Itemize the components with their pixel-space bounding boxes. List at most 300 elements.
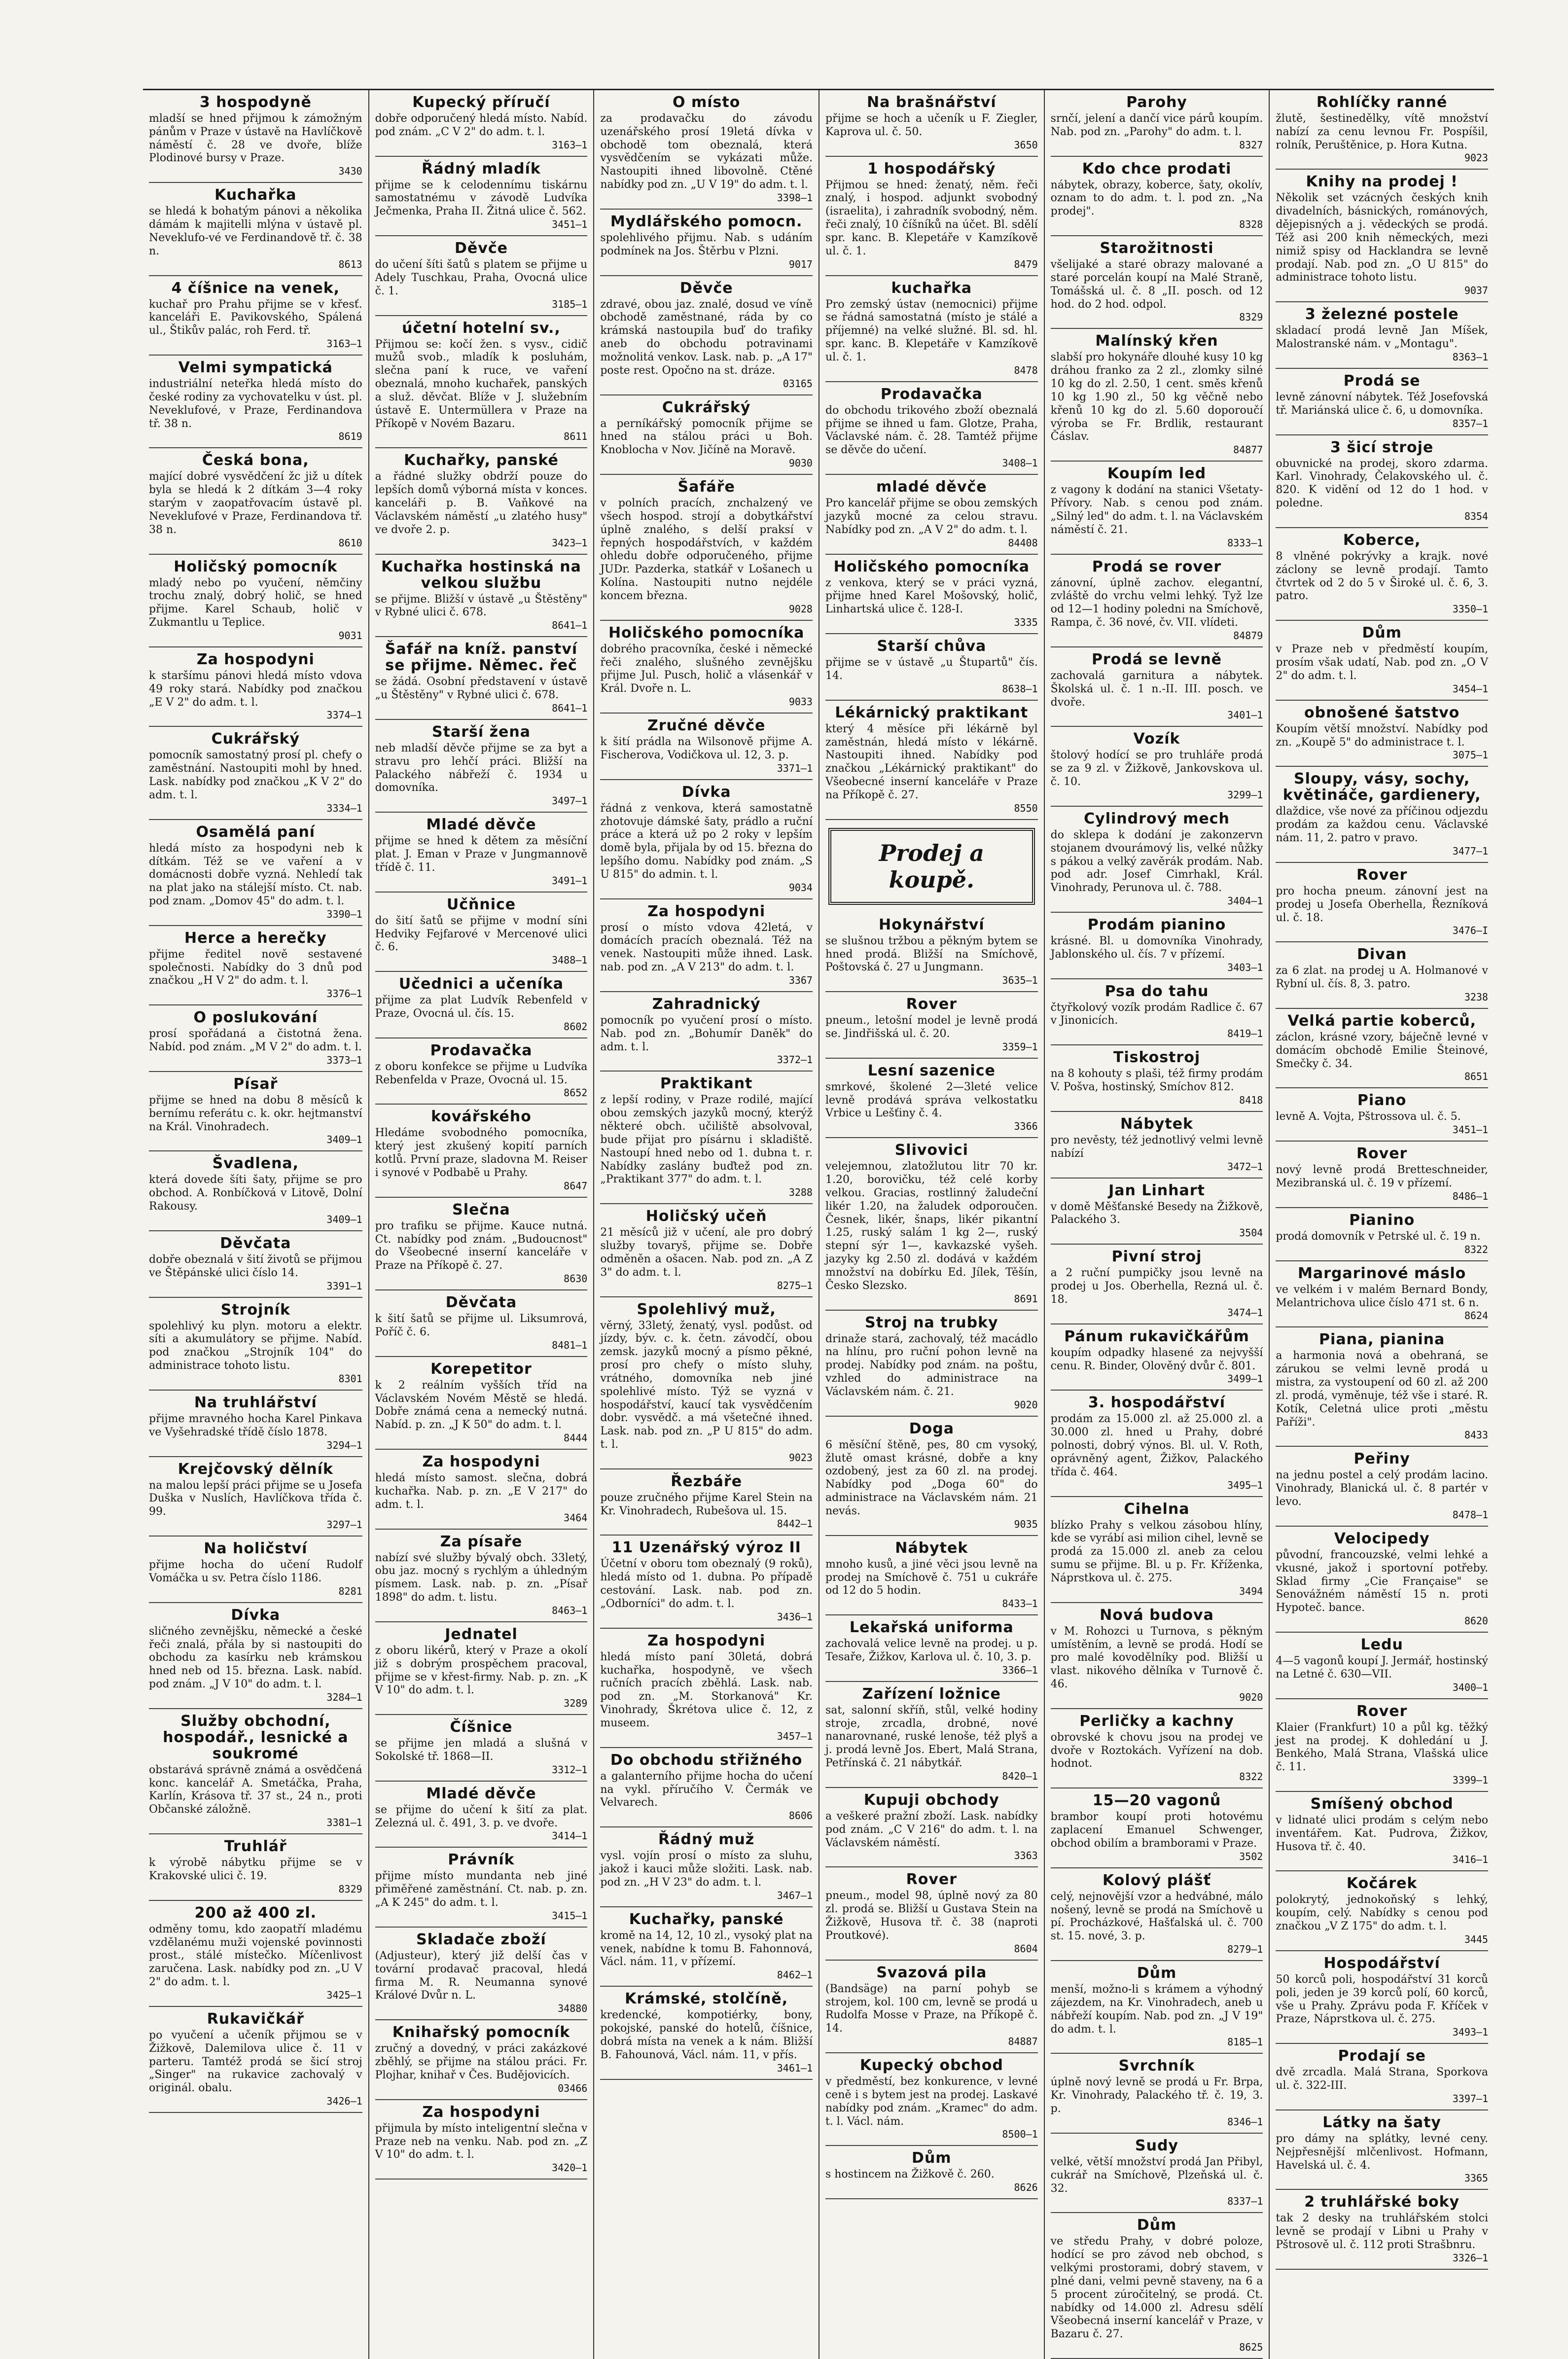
ad-text: krásné. Bl. u domovníka Vinohrady, Jablonského ul. čís. 7 v přízemí. [1050,934,1263,961]
ad-text: (Adjusteur), který již delší čas v tovární prodavač pracoval, hledá firma M. R. Neumanna synové Králové Dvůr n. L. [375,1949,588,2002]
ad-code: 8611 [564,430,588,443]
ad-title: Vozík [1133,730,1180,748]
classified-ad [149,1151,362,1231]
classified-ad [375,1038,588,1105]
classified-ad [600,621,813,714]
column-2 [368,90,594,2359]
ad-code: 8500—1 [1002,2128,1038,2141]
ad-text: blízko Prahy s velkou zásobou hlíny, kde se vyrábí asi milion cihel, levně se prodá za 15.000 zl. aneb za celou sumu se přijme. Bl. u p. Fr. Kříženka, Náprstkova ul. č. 275. [1050,1519,1263,1584]
ad-title: Nová budova [1100,1606,1214,1624]
classified-ad [1276,1951,1488,2044]
classified-ad [1051,1961,1263,2054]
classified-ad [825,276,1038,382]
classified-ad [1276,1261,1488,1328]
ad-title: Perličky a kachny [1079,1712,1234,1730]
ad-code: 3075—1 [1452,749,1488,761]
classified-ad [375,893,588,972]
ad-code: 9023 [1464,152,1488,164]
ad-code: 34880 [558,2002,588,2015]
ad-code: 3415—1 [552,1909,588,1922]
ad-text: pro dámy na splátky, levné ceny. Nejpřesnější mlčenlivost. Hofmann, Havelská ul. č. 4. [1276,2132,1488,2172]
ad-title: Pivní stroj [1111,1248,1202,1266]
ad-title: Rohlíčky ranné [1316,94,1448,111]
ad-title: Prodají se [1338,2047,1426,2065]
ad-text: pro nevěsty, též jednotlivý velmi levně nabízí [1050,1134,1263,1160]
classified-ad [149,356,362,448]
ad-code: 8481—1 [552,1339,588,1351]
ad-title: Margarinové máslo [1298,1264,1466,1282]
classified-ad [149,448,362,554]
classified-ad [1051,462,1263,554]
ad-code: 8433 [1464,1429,1488,1441]
ad-text: nábytek, obrazy, koberce, šaty, okolív, oznam to do adm. t. l. pod zn. „Na prodej". [1050,179,1263,218]
ad-code: 3390—1 [326,908,362,920]
ad-text: velké, větší množství prodá Jan Přibyl, cukrář na Smíchově, Plzeňská ul. č. 32. [1050,2155,1263,2195]
ad-title: Kupecký obchod [859,2057,1003,2074]
classified-ad [1051,1603,1263,1709]
ad-text: Přijmou se: kočí žen. s vysv., cidič mužů svob., mladík k posluhám, slečna paní k ruce, ve vaření obeznalá, mnoho kuchařek, panských a služ. děvčat. Blíže v J. služebním ústavě E. Untermüllera v Praze na Příkopě v Novém Bazaru. [375,338,588,430]
ad-title: Na truhlářství [194,1394,317,1411]
ad-title: Na holičství [204,1540,308,1558]
ad-text: za prodavačku do závodu uzenářského prosí 19letá dívka v obchodě tom obeznalá, která vysvědčením se vykázati může. Nastoupiti ihned libovolně. Ctěné nabídky pod zn. „U V 19" do adm. t. l. [600,112,813,191]
classified-ad [600,899,813,992]
ad-code: 8419—1 [1227,1028,1263,1040]
ad-title: Za hospodyni [647,1632,766,1649]
classified-ad [1276,1633,1488,1699]
ad-code: 3409—1 [326,1134,362,1146]
ad-text: věrný, 33letý, ženatý, vysl. podůst. od jízdy, býv. c. k. četn. závodčí, obou zemsk. jazyků mocný a písmo pěkné, prosí pro chefy o místo sluhy, vrátného, domovníka neb jiné spolehlivé místo. Týž se vyzná v hospodářství, kaucí tak vysvědčením dobr. vysvědč. a má všetečné ihned. Lask. nab. pod zn. „P U 815" do adm. t. l. [600,1319,813,1451]
ad-text: přijme se hned na dobu 8 měsíců k bernímu referátu c. k. okr. hejtmanství na Král. Vinohradech. [149,1094,362,1133]
ad-code: 8420—1 [1002,1770,1038,1782]
ad-title: Velká partie koberců, [1287,1012,1476,1030]
ad-title: Doga [909,1420,954,1437]
classified-ad [149,820,362,926]
classified-ad [600,475,813,621]
ad-text: (Bandsäge) na parní pohyb se strojem, kol. 100 cm, levně se prodá u Rudolfa Mosse v Praze, na Příkopě č. 14. [825,1982,1038,2035]
ad-text: Klaier (Frankfurt) 10 a půl kg. těžký jest na prodej. K dohledání u J. Benkého, Malá Strana, Vlašská ulice č. 11. [1276,1721,1488,1774]
ad-code: 3335 [1014,616,1038,629]
ad-title: Parohy [1126,94,1187,111]
ad-title: kovářského [431,1108,532,1126]
ad-code: 84879 [1233,629,1263,642]
classified-ad [1276,621,1488,700]
ad-text: k výrobě nábytku přijme se v Krakovské ulici č. 19. [149,1857,362,1882]
ad-title: účetní hotelní sv., [402,319,561,337]
ad-code: 3366 [1014,1120,1038,1133]
ad-code: 3467—1 [777,1889,813,1901]
ad-text: úplně nový levně se prodá u Fr. Brpa, Kr. Vinohrady, Palackého tř. č. 19, 3. p. [1050,2076,1263,2115]
ad-title: Rukavičkář [207,2010,304,2028]
ad-text: menší, možno-li s krámem a výhodný zájezdem, na Kr. Vinohradech, aneb u nábřeží koupím. Nab. pod zn. „J V 19" do adm. t. l. [1050,1983,1263,2036]
classified-ad [1051,236,1263,329]
classified-ad [375,1622,588,1715]
ad-text: za 6 zlat. na prodej u A. Holmanové v Rybní ul. čís. 8, 3. patro. [1276,965,1488,991]
ad-code: 84877 [1233,444,1263,456]
ad-text: dobrého pracovníka, české i německé řeči znalého, slušného zevnějšku přijme Jul. Pusch, holič a vlásenkář v Král. Dvoře n. L. [600,643,813,695]
classified-ad [1051,90,1263,157]
ad-text: neb mladší děvče přijme se za byt a stravu pro lehčí práci. Bližší na Palackého nábřeží č. 1934 u domovníka. [375,742,588,794]
ad-text: na jednu postel a celý prodám lacino. Vinohrady, Blanická ul. č. 8 partér v levo. [1276,1469,1488,1508]
ad-text: přijme hocha do učení Rudolf Vomáčka u sv. Petra číslo 1186. [149,1559,362,1584]
ad-title: Cihelna [1124,1500,1190,1518]
ad-text: z vagony k dodání na stanici Všetaty-Přívory. Nab. s cenou pod znám. „Silný led" do adm. t. l. na Václavském náměstí č. 21. [1050,484,1263,536]
ad-title: Za písaře [440,1533,523,1550]
ad-text: levně A. Vojta, Pštrossova ul. č. 5. [1276,1110,1461,1123]
ad-title: Prodá se rover [1092,558,1222,575]
classified-ad [1051,1045,1263,1112]
classified-ad [825,913,1038,992]
classified-ad [825,157,1038,276]
ad-code: 8486—1 [1452,1190,1488,1202]
classified-ad [375,90,588,157]
ad-title: Holičský učeň [645,1208,767,1225]
ad-text: prodám za 15.000 zl. až 25.000 zl. a 30.000 zl. hned u Prahy, dobré polnosti, dobrý výnos. Bl. ul. V. Roth, oprávněný agent, Žižkov, Palackého třída č. 464. [1050,1413,1263,1478]
ad-title: Sloupy, vásy, sochy, květináče, gardienery, [1283,770,1481,804]
column-3 [593,90,819,2359]
ad-code: 8462—1 [777,1969,813,1981]
ad-code: 8641—1 [552,702,588,714]
classified-ad [600,90,813,210]
ad-code: 3499—1 [1227,1373,1263,1385]
ad-code: 9035 [1014,1518,1038,1530]
ad-code: 3365 [1464,2172,1488,2184]
ad-text: přijme se k celodennímu tiskárnu samostatnému v závodě Ludvíka Ječmenka, Praha II. Žitná ulice č. 562. [375,179,588,218]
ad-title: Mladé děvče [426,1785,536,1802]
ad-code: 8327 [1239,139,1263,151]
ad-title: Knihařský pomocník [392,2024,570,2041]
classified-ad [375,236,588,316]
ad-code: 3397—1 [1452,2092,1488,2105]
ad-code: 8281 [338,1585,362,1597]
ad-code: 3399—1 [1452,1774,1488,1786]
ad-title: Praktikant [660,1075,753,1093]
ad-text: se přijme. Bližší v ústavě „u Štěstěny" v Rybné ulici č. 678. [375,593,588,619]
ad-code: 8442—1 [777,1518,813,1530]
ad-title: Rover [906,996,958,1013]
ad-code: 8641—1 [552,619,588,632]
ad-code: 3381—1 [326,1817,362,1829]
ad-text: zachovalá velice levně na prodej. u p. Tesaře, Žižkov, Karlova ul. č. 10, 3. p. [825,1638,1038,1663]
ad-text: Pro zemský ústav (nemocnici) přijme se řádná samostatná (místo je stálé a příjemné) na velké služné. Bl. sd. hl. spr. kanc. B. Klepetáře v Kamzíkově ul. č. 1. [825,298,1038,363]
ad-title: Mydlářského pomocn. [610,213,803,230]
ad-text: mající dobré vysvědčení žc již u dítek byla se hledá k 2 dítkám 3—4 roky starým v zaopatřovacím ústavě pl. Neveklufové v Praze, Ferdinandova tř. 38 n. [149,470,362,536]
classified-ad [825,1417,1038,1536]
classified-ad [149,1603,362,1709]
classified-ad [149,1005,362,1072]
classified-ad [825,90,1038,157]
ad-text: na malou lepší práci přijme se u Josefa Duška v Nuslích, Havlíčkova třída č. 99. [149,1479,362,1518]
classified-ad [600,1072,813,1204]
ad-text: mnoho kusů, a jiné věci jsou levně na prodej na Smíchově č. 751 u cukráře od 12 do 5 hodin. [825,1558,1038,1597]
ad-code: 3299—1 [1227,788,1263,801]
ad-code: 3495—1 [1227,1479,1263,1491]
ad-title: 1 hospodářský [867,160,996,178]
classified-ad [825,1682,1038,1788]
classified-ad [1276,767,1488,862]
classified-ad [1276,170,1488,302]
ad-text: kuchař pro Prahu přijme se v křesť. kanceláři E. Pavikovského, Spálená ul., Štikův palác, roh Ferd. tř. [149,298,362,337]
classified-ad [149,1834,362,1901]
ad-code: 3650 [1014,139,1038,151]
ad-code: 3416—1 [1452,1854,1488,1866]
ad-text: Přijmou se hned: ženatý, něm. řeči znalý, i hospod. adjunkt svobodný (israelita), i zahradník svobodný, něm. řeči znalý, 10 číšníků na účet. Bl. sdělí spr. kanc. B. Klepetáře v Kamzíkově ul. č. 1. [825,179,1038,257]
ad-text: z lepší rodiny, v Praze rodilé, mající obou zemských jazyků mocný, kterýž některé obch. učiliště absolvoval, bude přijat pro písárnu i skladiště. Nastoupí hned nebo od 1. dubna t. r. Nabídky zaslány buďtež pod zn. „Praktikant 377" do adm. t. l. [600,1094,813,1186]
ad-code: 8550 [1014,802,1038,814]
ad-text: řádná z venkova, která samostatně zhotovuje dámské šaty, prádlo a ruční práce a která už po 2 roky v lepším domě byla, přijala by od 15. března do lepšího domu. Nabídky pod znám. „S U 815" do admin. t. l. [600,802,813,881]
classified-ad [600,276,813,395]
ad-text: 8 vlněné pokrývky a krajk. nové záclony se levně prodají. Tamto čtvrtek od 2 do 5 v Široké ul. č. 6, 3. patro. [1276,550,1488,603]
classified-ad [1276,369,1488,435]
ad-code: 3401—1 [1227,709,1263,721]
ad-title: Kolový plášť [1103,1871,1211,1889]
ad-code: 9023 [788,1451,813,1464]
classified-ad [825,555,1038,634]
ad-title: Kočárek [1346,1875,1418,1893]
classified-ad [1276,863,1488,942]
classified-ad [1051,807,1263,913]
ad-title: Cukrářský [211,730,300,748]
column-4 [819,90,1044,2359]
ad-text: drinaže stará, zachovalý, též macádlo na hlínu, pro ruční pohon levně na prodej. Nabídky pod znám. na poštu, vzhled do administrace na Václavském nám. č. 21. [825,1332,1038,1398]
ad-text: se žádá. Osobní představení v ústavě „u Štěstěny" v Rybné ulici č. 678. [375,676,588,702]
ad-text: přijme ředitel nově sestavené společnosti. Nabídky do 3 dnů pod značkou „H V 2" do adm. t. l. [149,948,362,987]
ad-title: obnošené šatstvo [1304,704,1460,721]
classified-ad [1051,157,1263,236]
ad-title: Kuchařka hostinská na velkou službu [381,558,581,592]
ad-code: 3373—1 [326,1054,362,1066]
ad-code: 3493—1 [1452,2026,1488,2038]
ad-title: 3 hospodyně [199,94,312,111]
classified-ad [375,1782,588,1848]
ad-text: se přijme jen mladá a slušná v Sokolské tř. 1868—II. [375,1737,588,1763]
ad-code: 8329 [1239,311,1263,323]
classified-ad [1276,1142,1488,1208]
ad-code: 3454—1 [1452,682,1488,695]
ad-text: k šití prádla na Wilsonově přijme A. Fischerova, Vodičkova ul. 12, 3. p. [600,736,813,761]
ad-text: skladací prodá levně Jan Míšek, Malostranské nám. v „Montagu". [1276,324,1488,351]
ad-title: Látky na šaty [1322,2113,1441,2131]
ad-text: pneum., model 98, úplně nový za 80 zl. prodá se. Bližší u Gustava Stein na Žižkově, Husova tř. č. 38 (naproti Proutkové). [825,1890,1038,1942]
ad-text: z venkova, který se v práci vyzná, přijme hned Karel Mošovský, holič, Linhartská ulice č. 128-I. [825,576,1038,616]
ad-title: Rover [1356,1145,1408,1163]
ad-code: 3363 [1014,1850,1038,1862]
ad-text: brambor koupí proti hotovému zaplacení Emanuel Schwenger, obchod obilím a bramborami v Praze. [1050,1811,1263,1850]
classified-ad [825,2146,1038,2199]
classified-ad [1051,647,1263,727]
classified-ad [600,210,813,276]
ad-title: Malínský křen [1095,332,1218,350]
ad-title: Dům [1137,1965,1177,1982]
ad-text: a 2 ruční pumpičky jsou levně na prodej u Jos. Oberhella, Rezná ul. č. 18. [1050,1267,1263,1306]
ad-code: 8444 [564,1432,588,1444]
classified-ad [149,1901,362,2007]
ad-code: 8620 [1464,1615,1488,1627]
ad-text: do sklepa k dodání je zakonzervn stojanem dvourámový lis, velké nůžky s pákou a velký zavěrák prodám. Nab. pod adr. Josef Cimrhakl, Král. Vinohrady, Perunova ul. č. 788. [1050,828,1263,894]
classified-ad [375,448,588,554]
ad-code: 8354 [1464,510,1488,522]
ad-text: a řádné služky obdrží pouze do lepších domů výborná místa v konces. kanceláři p. B. Vaňkové na Václavském náměstí „u zlatého husy" ve dvoře 2. p. [375,470,588,536]
ad-title: Učňnice [446,895,516,913]
ad-code: 8337—1 [1227,2195,1263,2208]
classified-ad [149,727,362,820]
ad-title: Ledu [1360,1636,1403,1654]
ad-title: Starožitnosti [1100,240,1214,257]
ad-title: Zařízení ložnice [862,1685,1001,1703]
classified-ad [600,714,813,780]
classified-ad [375,1105,588,1197]
classified-ad [1051,979,1263,1046]
ad-title: Děvčata [220,1234,291,1252]
classified-ad [1276,2110,1488,2190]
ad-text: pouze zručného přijme Karel Stein na Kr. Vinohradech, Rubešova ul. 15. [600,1491,813,1517]
ad-code: 3289 [564,1697,588,1710]
ad-text: všelijaké a staré obrazy malované a staré porcelán koupí na Malé Straně, Tomášská ul. č. 8 „II. posch. od 12 hod. do 2 hod. odpol. [1050,258,1263,311]
classified-ad [1276,1447,1488,1526]
ad-title: Písař [233,1075,278,1093]
ad-text: obuvnické na prodej, skoro zdarma. Karl. Vinohrady, Čelakovského ul. č. 820. K vidění od 12 do 1 hod. v poledne. [1276,457,1488,510]
ad-title: Dům [1137,2216,1177,2234]
ad-text: v lidnaté ulici prodám s celým nebo inventářem. Kat. Pudrova, Žižkov, Husova tř. č. 40. [1276,1814,1488,1853]
ad-title: Za hospodyni [647,902,766,920]
ad-code: 8333—1 [1227,536,1263,549]
classified-ad [1051,2134,1263,2213]
ad-code: 3367 [788,974,813,986]
ad-text: prosí o místo vdova 42letá, v domácích pracích obeznalá. Též na venek. Nastoupiti může ihned. Lask. nab. pod zn. „A V 213" do adm. t. l. [600,921,813,974]
ad-title: 11 Uzenářský výroz II [611,1539,801,1557]
ad-code: 3374—1 [326,709,362,721]
ad-code: 3476—I [1452,925,1488,937]
ad-code: 03466 [558,2082,588,2094]
ad-code: 3400—1 [1452,1681,1488,1693]
ad-title: Kuchařky, panské [629,1910,784,1928]
ad-text: do šití šatů se přijme v modní síni Hedviky Fejfarové v Mercenové ulici č. 6. [375,914,588,954]
ad-code: 8624 [1464,1310,1488,1322]
ad-title: Prodá se levně [1091,650,1222,668]
ad-text: pneum., letošní model je levně prodá se. Jindřišská ul. č. 20. [825,1014,1038,1040]
ad-text: celý, nejnovější vzor a hedvábné, málo nošený, levně se prodá na Smíchově u pí. Procházkové, Hašťalská ul. č. 700 st. 15. nové, 3. p. [1050,1890,1263,1943]
ad-code: 3288 [788,1186,813,1199]
ad-text: spolehlivého přijmu. Nab. s udáním podmínek na Jos. Štěrbu v Plzni. [600,231,813,257]
ad-text: přijme za plat Ludvík Rebenfeld v Praze, Ovocná ul. čís. 15. [375,994,588,1020]
ad-code: 3430 [338,165,362,178]
ad-columns [143,90,1494,2354]
ad-title: 4 číšnice na venek, [171,279,340,297]
ad-text: čtyřkolový vozík prodám Radlice č. 67 v Jinonicích. [1050,1001,1263,1027]
classified-ad [825,1867,1038,1960]
classified-ad [1276,1208,1488,1261]
ad-title: Slečna [452,1201,510,1218]
ad-code: 8691 [1014,1292,1038,1305]
ad-code: 3494 [1239,1585,1263,1597]
classified-ad [600,1827,813,1907]
ad-text: Hledáme svobodného pomocníka, který jest zkušený kopití parních kotlů. První praze, sladovna M. Reiser i synové v Podbabě u Prahy. [375,1127,588,1179]
ad-code: 3635—1 [1002,974,1038,987]
ad-code: 03165 [783,377,813,390]
classified-ad [600,780,813,899]
ad-text: smrkové, školené 2—3leté velice levně prodává správa velkostatku Vrbice u Lešťiny č. 4. [825,1080,1038,1120]
ad-title: Knihy na prodej ! [1306,173,1458,191]
ad-title: Zručné děvče [647,717,766,735]
ad-text: záclon, krásné vzory, báječně levné v domácím obchodě Emilie Šteinové, Smečky č. 34. [1276,1031,1488,1070]
ad-text: přijmula by místo inteligentní slečna v Praze neb na venku. Nab. pod zn. „Z V 10" do adm. t. l. [375,2122,588,2161]
ad-code: 3376—1 [326,988,362,1000]
ad-text: žlutě, šestinedělky, vítě množství nabízí za cenu levnou Fr. Pospíšil, rolník, Peruštěnice, p. Hora Kutna. [1276,112,1488,151]
ad-title: Dům [912,2149,952,2167]
classified-ad [825,1615,1038,1682]
classified-ad [149,1231,362,1298]
ad-text: hledá místo za hospodyni neb k dítkám. Též se ve vaření a v domácnosti dobře vyzná. Nehledí tak na plat jako na stálejší místo. Ct. nab. pod znam. „Domov 45" do adm. t. l. [149,842,362,907]
ad-title: Děvče [455,240,508,257]
ad-title: Rover [1356,1702,1408,1720]
ad-text: zachovalá garnitura a nábytek. Školská ul. č. 1 n.-II. III. posch. ve dvoře. [1050,669,1263,709]
ad-text: který 4 měsíce při lékárně byl zaměstnán, hledá místo v lékárně. Nastoupiti ihned. Nabídky pod značkou „Lékárnický praktikant" do Všeobecné inserní kanceláře v Praze na Příkopě č. 27. [825,722,1038,801]
ad-code: 8363—1 [1452,351,1488,363]
classified-ad [375,972,588,1038]
ad-text: štolový hodící se pro truhláře prodá se za 9 zl. v Žižkově, Jankovskova ul. č. 10. [1050,749,1263,788]
ad-title: Piana, pianina [1319,1331,1445,1349]
ad-title: Holičského pomocníka [833,558,1030,575]
classified-ad [825,1311,1038,1417]
ad-title: Řezbáře [671,1472,743,1490]
classified-ad [1051,329,1263,462]
classified-ad [1051,1788,1263,1868]
ad-title: Hokynářství [878,916,985,933]
ad-title: Děvče [679,279,733,297]
classified-ad [375,1357,588,1450]
classified-ad [375,157,588,236]
ad-text: do obchodu trikového zboží obeznalá přijme se ihned u fam. Glotze, Praha, Václavské nám. č. 28. Tamtéž přijme se děvče do učení. [825,404,1038,457]
ad-code: 3366—1 [1002,1664,1038,1676]
ad-code: 3464 [564,1511,588,1524]
ad-text: dobře obeznalá v šití životů se přijmou ve Štěpánské ulici číslo 14. [149,1253,362,1279]
ad-title: Koupím led [1107,465,1207,483]
ad-title: Za hospodyni [196,650,315,668]
ad-title: Velmi sympatická [178,359,333,377]
classified-ad [825,1536,1038,1615]
ad-text: 21 měsíců již v učení, ale pro dobrý služby tovaryš, přijme se. Dobře odměněn a ošacen. Nab. pod zn. „A Z 3" do adm. t. l. [600,1226,813,1279]
ad-text: se slušnou tržbou a pěkným bytem se hned prodá. Bližší na Smíchově, Poštovská č. 27 u Jungmann. [825,934,1038,974]
ad-title: Cukrářský [662,398,751,416]
classified-ad [1276,435,1488,528]
ad-title: Sudy [1135,2137,1178,2154]
ad-code: 3372—1 [777,1054,813,1066]
classified-ad [375,2020,588,2100]
ad-text: po vyučení a učeník přijmou se v Žižkově, Dalemilova ulice č. 11 v parteru. Tamtéž prodá se šicí stroj „Singer" na rukavice zachovalý v originál. obalu. [149,2029,362,2095]
ad-code: 3185—1 [552,298,588,310]
ad-title: Krámské, stolčíně, [625,1990,788,2008]
classified-ad [1276,1792,1488,1871]
classified-ad [375,1198,588,1290]
ad-code: 3163—1 [326,338,362,350]
classified-ad [1276,2190,1488,2269]
ad-code: 8602 [564,1020,588,1033]
ad-text: z oboru likérů, který v Praze a okolí již s dobrým prospěchem pracoval, přijme se v křest-firmy. Nab. p. zn. „K V 10" do adm. t. l. [375,1644,588,1697]
ad-title: Lesní sazenice [867,1062,996,1079]
ad-title: Dívka [681,783,731,801]
ad-text: ve středu Prahy, v dobré poloze, hodící se pro závod neb obchod, s velkými prostorami, dobrý stavem, v plné dani, velmi pevně staveny, na 6 a 5 procent zúročitelný, se prodá. Ct. nabídky od 14.000 zl. Adresu sdělí Všeobecná inserní kancelář v Praze, v Bazaru č. 27. [1050,2235,1263,2341]
classified-ad [1051,1497,1263,1603]
ad-code: 9033 [788,696,813,708]
ad-title: Číšnice [450,1718,513,1736]
ad-text: kredencké, kompotiérky, bony, pokojské, panské do hotelů, číšnice, dobrá místa na venek a k nám. Bližší B. Fahounová, Václ. nám. 11, v přís. [600,2009,813,2061]
ad-code: 8478 [1014,364,1038,376]
ad-title: Koberce, [1343,531,1421,549]
ad-code: 9020 [1014,1398,1038,1411]
classified-ad [1276,302,1488,369]
classified-ad [1276,1009,1488,1088]
ad-code: 3284—1 [326,1691,362,1703]
ad-title: O místo [673,94,741,111]
